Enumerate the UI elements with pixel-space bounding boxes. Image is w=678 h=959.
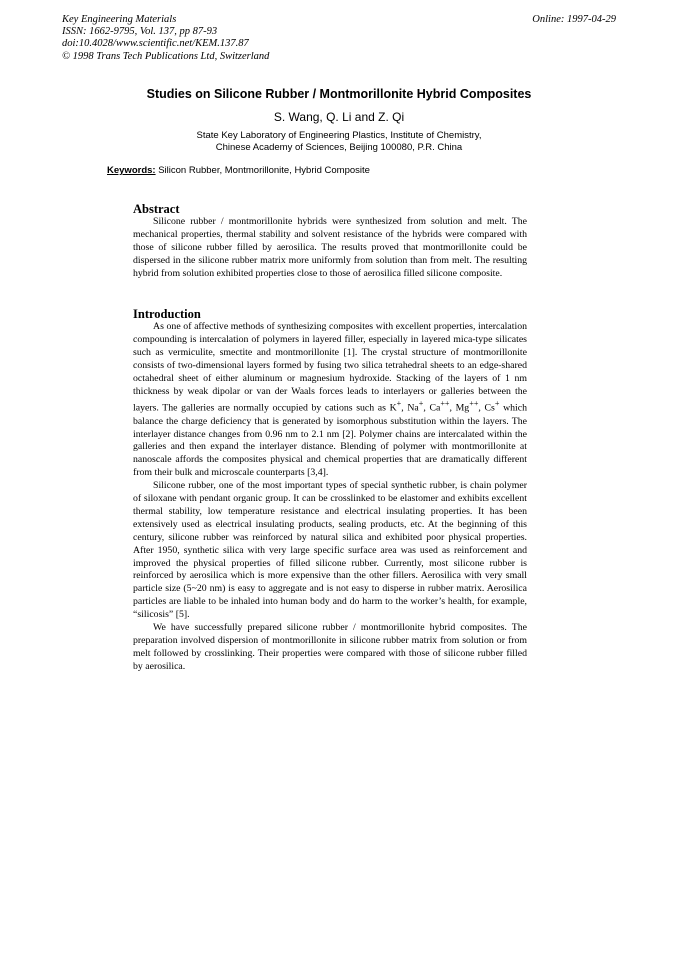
p1-text-d: , Mg (449, 402, 470, 414)
abstract-text: Silicone rubber / montmorillonite hybrids were synthesized from solution and melt. The mechanical properties, thermal stability and solvent resistance of the hybrids were compared with those of silicone rubber filled by aerosilica. The results proved that montmorillonite could be dispersed in the silicone rubber matrix more uniformly from solution than from melt. The resulting hybrid from solution exhibited properties close to those of aerosilica filled silicone composite. (133, 216, 527, 279)
affiliation-line-2: Chinese Academy of Sciences, Beijing 100080, P.R. China (215, 142, 463, 154)
p1-sup-4: ++ (469, 399, 479, 409)
keywords-label: Keywords: (107, 165, 156, 176)
journal-name: Key Engineering Materials (62, 14, 177, 25)
paper-authors: S. Wang, Q. Li and Z. Qi (273, 110, 405, 124)
p1-sup-1: + (396, 399, 402, 409)
issn-line: ISSN: 1662-9795, Vol. 137, pp 87-93 (62, 26, 218, 38)
journal-header (62, 14, 616, 63)
p1-sup-2: + (418, 399, 424, 409)
introduction-heading: Introduction (133, 307, 201, 321)
copyright-line: © 1998 Trans Tech Publications Ltd, Switzerland (62, 50, 270, 62)
p1-text-a: As one of affective methods of synthesizing composites with excellent properties, intercalation compounding is intercalation of polymers in layered filler, especially in layered mica-type silicates such as vermiculite, smectite and montmorillonite [1]. The crystal structure of montmorillonite consists of two-dimensional layers formed by fusing two silica tetrahedral sheets to an edge-shared octahedral sheet of either aluminum or magnesium hydroxide. Stacking of the layers of 1 nm thickness by weak dipolar or van der Waals forces leads to interlayers or galleries between the layers. The galleries are normally occupied by cations such as K (133, 321, 527, 414)
introduction-paragraph-3: We have successfully prepared silicone rubber / montmorillonite hybrid composites. The preparation involved dispersion of montmorillonite in silicone rubber matrix from solution or from melt followed by crosslinking. Their properties were compared with those of silicone rubber filled by aerosilica. (133, 622, 527, 672)
online-date: Online: 1997-04-29 (532, 14, 616, 25)
paper-title: Studies on Silicone Rubber / Montmorillonite Hybrid Composites (146, 87, 532, 101)
keywords (107, 165, 370, 176)
introduction-paragraph-2: Silicone rubber, one of the most important types of special synthetic rubber, is chain polymer of siloxane with pendant organic group. It can be crosslinked to be elastomer and exhibits excellent thermal stability, low temperature resistance and electrical insulating properties. It has been extensively used as electrical insulating products, sealing products, etc. At the beginning of this century, silicone rubber was reinforced by natural silica and exhibited poor physical properties. After 1950, synthetic silica with very large specific surface area was used as reinforcement and improved the physical properties of filled silicone rubber. Currently, most silicone rubber is reinforced by aerosilica which is more expensive than the other fillers. Aerosilica with very small particle size (5~20 nm) is easy to aggregate and is not easy to disperse in rubber matrix. Aerosilica particles are liable to be inhaled into human body and do harm to the worker’s health, for example, “silicosis” [5]. (133, 480, 527, 621)
keywords-text: Silicon Rubber, Montmorillonite, Hybrid Composite (158, 165, 370, 176)
p1-text-b: , Na (401, 402, 419, 414)
abstract-heading: Abstract (133, 202, 180, 216)
doi-line: doi:10.4028/www.scientific.net/KEM.137.87 (62, 38, 249, 50)
p1-sup-3: ++ (440, 399, 450, 409)
affiliation-line-1: State Key Laboratory of Engineering Plastics, Institute of Chemistry, (196, 130, 482, 141)
affiliation (0, 130, 678, 155)
introduction-paragraph-1 (133, 321, 527, 480)
p1-text-f: which balance the charge deficiency that is generated by isomorphous substitution within the layers. The interlayer distance changes from 0.96 nm to 2.1 nm [2]. Polymer chains are intercalated within the galleries and then expand the interlayer distance. Blending of polymer with montmorillonite at nanoscale affords the composites physical and chemical properties that are dramatically different from their bulk and microscale counterparts [3,4]. (133, 402, 528, 479)
introduction-section (133, 307, 527, 674)
p1-sup-5: + (494, 399, 500, 409)
abstract-section (133, 202, 527, 281)
p1-text-e: , Cs (478, 402, 495, 414)
p1-text-c: , Ca (423, 402, 441, 414)
